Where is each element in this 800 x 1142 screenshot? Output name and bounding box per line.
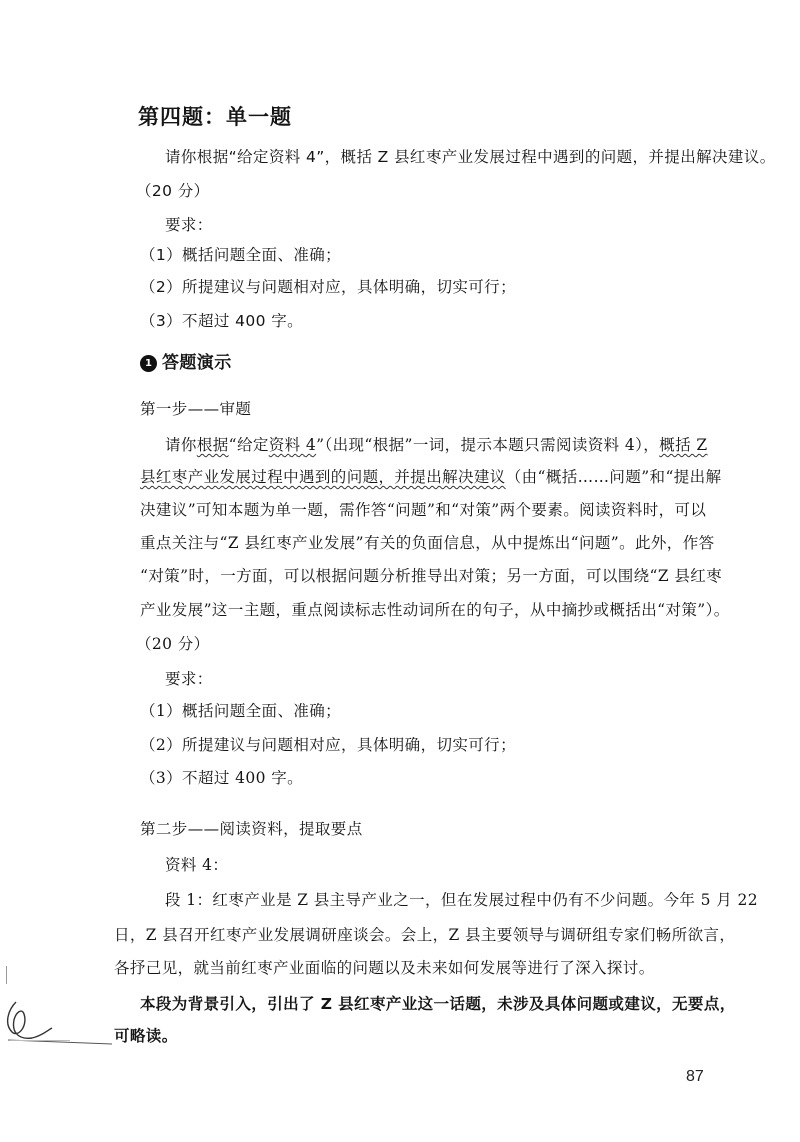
step1-score: （20 分）	[136, 635, 210, 653]
analysis-line-2: 可略读。	[114, 1027, 178, 1045]
step1-line-6: 产业发展”这一主题，重点阅读标志性动词所在的句子，从中摘抄或概括出“对策”）。	[140, 601, 730, 619]
analysis-line-1: 本段为背景引入，引出了 Z 县红枣产业这一话题，未涉及具体问题或建议，无要点，	[140, 995, 736, 1013]
question-requirement-2: （2）所提建议与问题相对应，具体明确，切实可行；	[140, 278, 516, 296]
question-score: （20 分）	[136, 182, 210, 200]
step2-heading: 第二步——阅读资料，提取要点	[140, 820, 363, 838]
question-line-1: 请你根据“给定资料 4”，概括 Z 县红枣产业发展过程中遇到的问题，并提出解决建议。	[165, 148, 776, 166]
section-title: 第四题：单一题	[138, 105, 292, 129]
demo-badge-icon: 1	[140, 355, 157, 372]
step1-l2-rest: （由“概括……问题”和“提出解	[505, 468, 722, 486]
step1-l1-underline-3: 概括 Z	[659, 436, 708, 454]
scan-artifact	[10, 1040, 70, 1041]
step1-line-4: 重点关注与“Z 县红枣产业发展”有关的负面信息，从中提炼出“问题”。此外，作答	[140, 534, 715, 552]
step1-requirement-1: （1）概括问题全面、准确；	[140, 702, 342, 720]
question-requirements-label: 要求：	[165, 216, 213, 234]
step1-line-2	[140, 466, 721, 488]
step1-l2-underline: 县红枣产业发展过程中遇到的问题，并提出解决建议	[140, 468, 506, 486]
question-requirement-3: （3）不超过 400 字。	[140, 312, 304, 330]
material-paragraph-line-2: 日，Z 县召开红枣产业发展调研座谈会。会上，Z 县主要领导与调研组专家们畅所欲言，	[114, 926, 736, 944]
demo-heading: 答题演示	[162, 353, 232, 373]
step1-line-3: 决建议”可知本题为单一题，需作答“问题”和“对策”两个要素。阅读资料时，可以	[140, 501, 707, 519]
handwritten-mark-icon	[2, 998, 122, 1054]
material-label: 资料 4：	[165, 856, 229, 874]
page-number: 87	[686, 1068, 704, 1085]
step1-l1-underline-1: 根据	[196, 436, 229, 454]
step1-requirement-3: （3）不超过 400 字。	[140, 769, 304, 787]
material-paragraph-line-1: 段 1：红枣产业是 Z 县主导产业之一，但在发展过程中仍有不少问题。今年 5 月 22	[165, 891, 758, 909]
step1-l1-mid: “给定	[228, 436, 269, 454]
question-requirement-1: （1）概括问题全面、准确；	[140, 246, 342, 264]
step1-l1-underline-2: 资料 4	[268, 436, 317, 454]
material-paragraph-line-3: 各抒己见，就当前红枣产业面临的问题以及未来如何发展等进行了深入探讨。	[114, 959, 655, 977]
step1-heading: 第一步——审题	[140, 400, 252, 418]
step1-line-5: “对策”时，一方面，可以根据问题分析推导出对策；另一方面，可以围绕“Z 县红枣	[140, 567, 723, 585]
step1-requirements-label: 要求：	[165, 670, 213, 688]
step1-l1-pre: 请你	[165, 436, 197, 454]
step1-line-1	[165, 434, 708, 456]
step1-requirement-2: （2）所提建议与问题相对应，具体明确，切实可行；	[140, 736, 516, 754]
step1-l1-rest: ”（出现“根据”一词，提示本题只需阅读资料 4），	[316, 436, 660, 454]
scan-artifact	[6, 966, 7, 984]
